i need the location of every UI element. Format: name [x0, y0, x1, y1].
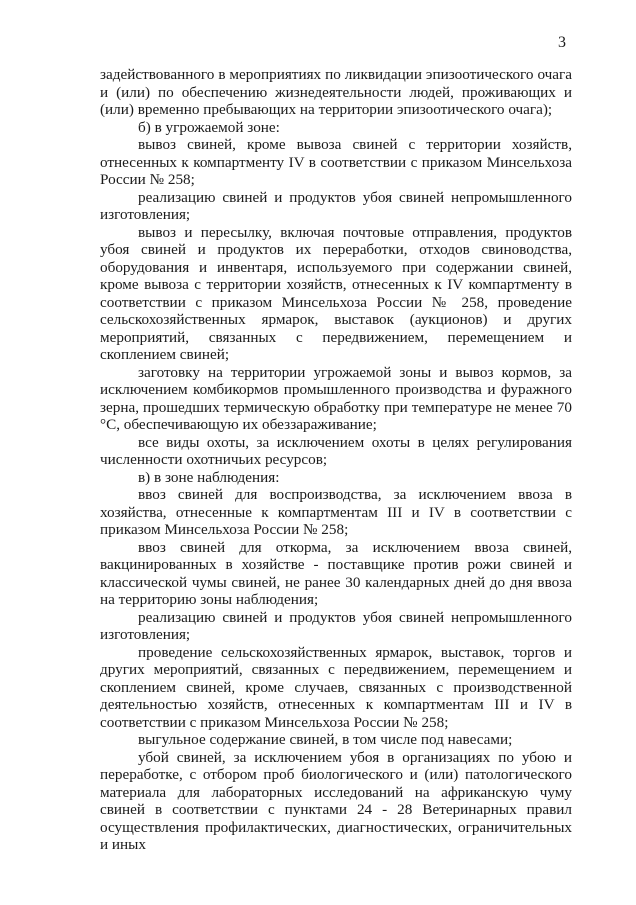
paragraph: реализацию свиней и продуктов убоя свиней непромышленного изготовления; [100, 608, 572, 643]
paragraph: убой свиней, за исключением убоя в организациях по убою и переработке, с отбором проб биологического и (или) патологического материала для лабораторных исследований на африканскую чуму свиней в соответствии с пунктами 24 - 28 Ветеринарных правил осуществления профилактических, диагностических, ограничительных и иных [100, 748, 572, 853]
paragraph: б) в угрожаемой зоне: [138, 118, 280, 136]
paragraph: в) в зоне наблюдения: [138, 468, 280, 486]
paragraph: ввоз свиней для откорма, за исключением ввоза свиней, вакцинированных в хозяйстве - поставщике против рожи свиней и классической чумы свиней, не ранее 30 календарных дней до дня ввоза на территорию зоны наблюдения; [100, 538, 572, 608]
document-body [100, 66, 572, 854]
paragraph: ввоз свиней для воспроизводства, за исключением ввоза в хозяйства, отнесенные к компартментам III и IV в соответствии с приказом Минсельхоза России № 258; [100, 486, 572, 538]
page-number: 3 [558, 34, 566, 51]
paragraph: заготовку на территории угрожаемой зоны и вывоз кормов, за исключением комбикормов промышленного производства и фуражного зерна, прошедших термическую обработку при температуре не менее 70 °С, обеспечивающую их обеззараживание; [100, 363, 572, 433]
paragraph: задействованного в мероприятиях по ликвидации эпизоотического очага и (или) по обеспечению жизнедеятельности людей, проживающих и (или) временно пребывающих на территории эпизоотического очага); [100, 66, 572, 118]
paragraph: все виды охоты, за исключением охоты в целях регулирования численности охотничьих ресурсов; [100, 433, 572, 468]
paragraph: выгульное содержание свиней, в том числе под навесами; [138, 731, 513, 748]
paragraph: реализацию свиней и продуктов убоя свиней непромышленного изготовления; [100, 188, 572, 223]
paragraph: вывоз свиней, кроме вывоза свиней с территории хозяйств, отнесенных к компартменту IV в соответствии с приказом Минсельхоза России № 258; [100, 136, 572, 188]
paragraph: вывоз и пересылку, включая почтовые отправления, продуктов убоя свиней и продуктов их переработки, отходов свиноводства, оборудования и инвентаря, используемого при содержании свиней, кроме вывоза с территории хозяйств, отнесенных к IV компартменту в соответствии с приказом Минсельхоза России № 258, проведение сельскохозяйственных ярмарок, выставок (аукционов) и других мероприятий, связанных с передвижением, перемещением и скоплением свиней; [100, 223, 572, 363]
paragraph: проведение сельскохозяйственных ярмарок, выставок, торгов и других мероприятий, связанных с передвижением, перемещением и скоплением свиней, кроме случаев, связанных с производственной деятельностью хозяйств, отнесенных к компартментам III и IV в соответствии с приказом Минсельхоза России № 258; [100, 643, 572, 731]
